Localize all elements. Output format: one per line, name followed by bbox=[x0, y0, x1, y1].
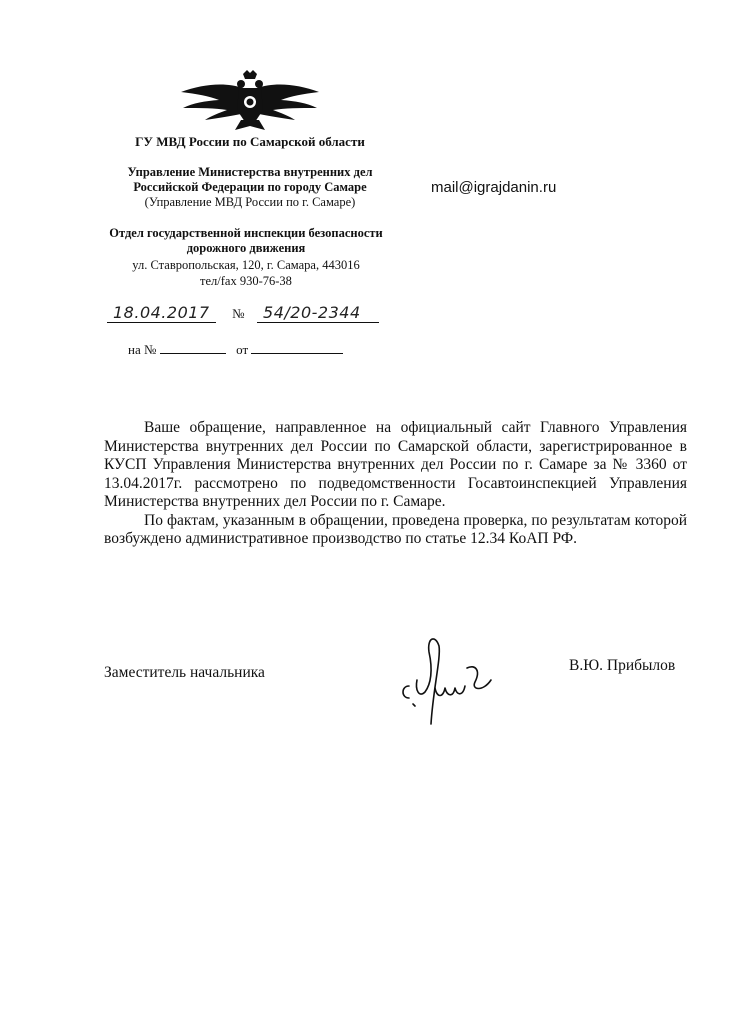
department-phone: тел/fax 930-76-38 bbox=[200, 274, 292, 288]
reference-date-label: от bbox=[236, 342, 249, 357]
handwritten-signature bbox=[395, 628, 495, 726]
registration-number: 54/20-2344 bbox=[257, 303, 379, 323]
body-paragraph-2: По фактам, указанным в обращении, проведена проверка, по результатам которой возбуждено административное производство по статье 12.34 КоАП РФ. bbox=[104, 511, 687, 547]
reference-number-blank bbox=[160, 341, 226, 354]
registration-date: 18.04.2017 bbox=[107, 303, 216, 323]
body-paragraph-1: Ваше обращение, направленное на официальный сайт Главного Управления Министерства внутренних дел России по Самарской области, зарегистрированное в КУСП Управления Министерства внутренних дел России по г. Самаре за № 3360 от 13.04.2017г. рассмотрено по подведомственности Госавтоинспекцией Управления Министерства внутренних дел России по г. Самаре. bbox=[104, 419, 687, 510]
reference-line bbox=[128, 341, 343, 358]
signatory-role: Заместитель начальника bbox=[104, 664, 265, 681]
recipient-email: mail@igrajdanin.ru bbox=[431, 179, 557, 196]
letter-body bbox=[104, 419, 687, 549]
directorate-short-name: (Управление МВД России по г. Самаре) bbox=[144, 195, 356, 209]
ministry-title: ГУ МВД России по Самарской области bbox=[135, 134, 365, 149]
double-headed-eagle-emblem bbox=[175, 70, 325, 132]
registration-line bbox=[107, 303, 379, 325]
directorate-line-1: Управление Министерства внутренних дел bbox=[127, 165, 373, 179]
reference-date-blank bbox=[251, 341, 343, 354]
department-line-1: Отдел государственной инспекции безопасности bbox=[109, 226, 383, 240]
signatory-name: В.Ю. Прибылов bbox=[569, 657, 676, 674]
department-address: ул. Ставропольская, 120, г. Самара, 443016 bbox=[132, 258, 360, 272]
reference-number-label: на № bbox=[128, 342, 157, 357]
number-label: № bbox=[232, 306, 245, 321]
directorate-line-2: Российской Федерации по городу Самаре bbox=[133, 180, 367, 194]
department-line-2: дорожного движения bbox=[186, 241, 306, 255]
